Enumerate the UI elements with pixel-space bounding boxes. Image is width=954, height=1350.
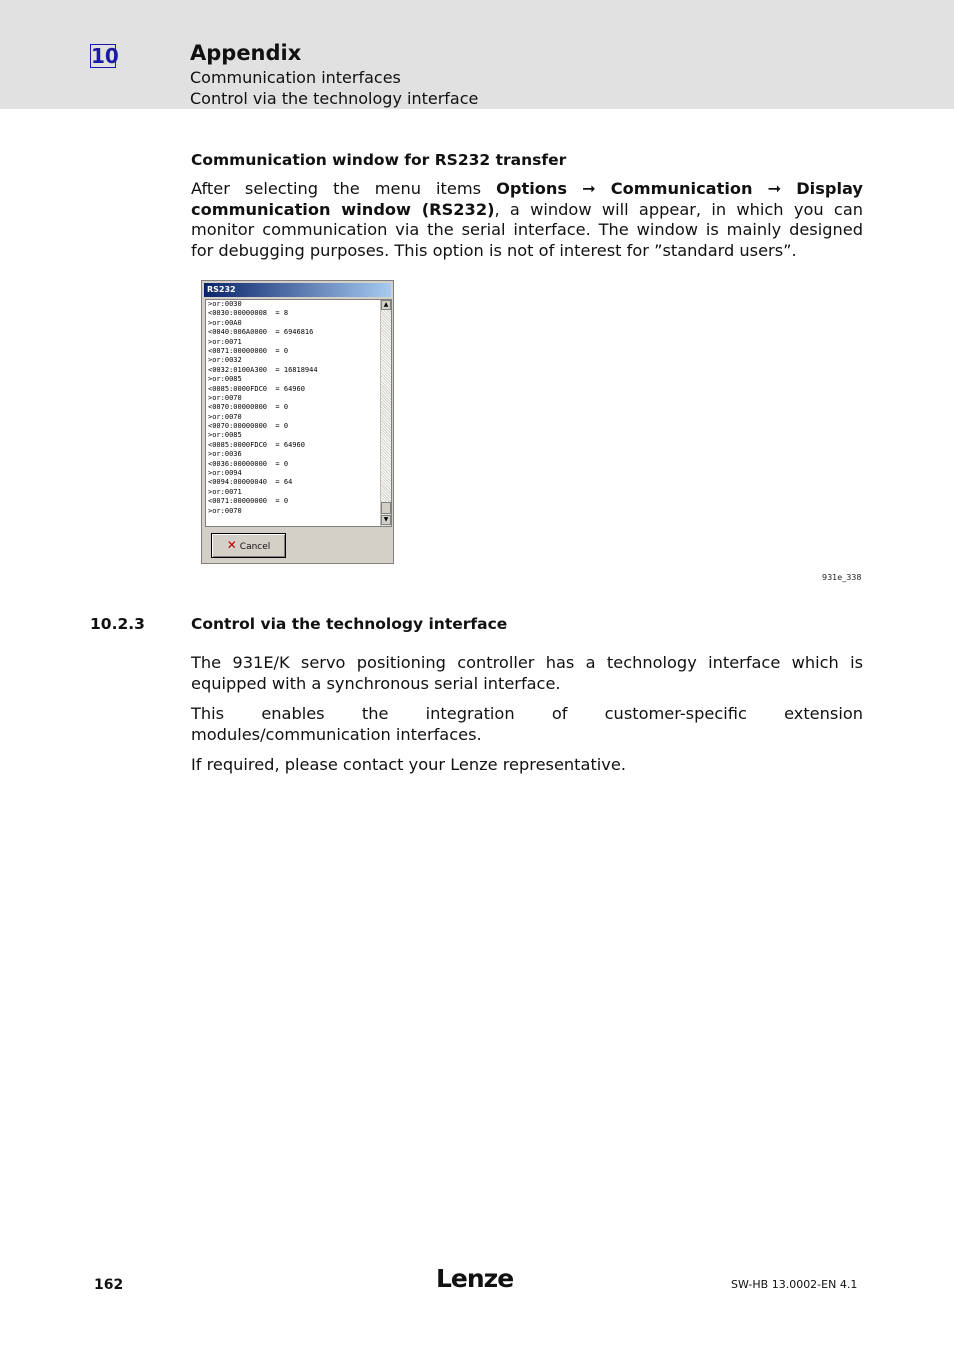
log-line: <0070:00000000 = 0: [208, 403, 289, 412]
rest-text: , a window will appear, in which you can monitor communication via the serial interface. The window is mainly designed for debugging purposes. This option is not of interest for ”standard users”.: [191, 199, 863, 261]
log-line: >or:0094: [208, 469, 242, 478]
log-line: <0085:0000FDC0 = 64960: [208, 384, 305, 393]
cancel-x-icon: ✕: [226, 538, 237, 552]
menu-options: Options: [496, 179, 568, 198]
figure-id: 931e_338: [822, 573, 862, 582]
menu-display-window: Display communication window (RS232): [191, 179, 863, 219]
log-line: <0040:006A0000 = 6946816: [208, 328, 314, 337]
log-line: >or:0070: [208, 393, 242, 402]
page-number: 162: [94, 1277, 124, 1293]
rs232-window: [201, 280, 394, 564]
page-header: [0, 0, 954, 109]
scroll-thumb[interactable]: [381, 502, 391, 514]
log-line: >or:0032: [208, 356, 242, 365]
rs232-log-list[interactable]: [205, 299, 392, 527]
log-line: <0070:00000000 = 0: [208, 422, 289, 431]
log-line: <0071:00000000 = 0: [208, 497, 289, 506]
log-line: >or:0036: [208, 450, 242, 459]
log-line: <0030:00000008 = 8: [208, 309, 289, 318]
intro-text: After selecting the menu items: [191, 179, 497, 198]
log-line: >or:0071: [208, 337, 242, 346]
chapter-title: Appendix: [190, 41, 302, 65]
paragraph-tech-3: If required, please contact your Lenze representative.: [191, 755, 626, 774]
document-id: SW-HB 13.0002-EN 4.1: [731, 1278, 858, 1291]
rs232-log-lines: [208, 300, 378, 516]
log-line: <0036:00000000 = 0: [208, 459, 289, 468]
log-line: <0032:0100A300 = 16818944: [208, 365, 318, 374]
paragraph-rs232-intro: [191, 179, 863, 262]
paragraph-tech-2: This enables the integration of customer-specific extension modules/communication interfaces.: [191, 704, 863, 744]
log-line: >or:0085: [208, 375, 242, 384]
menu-communication: Communication: [610, 179, 753, 198]
section-heading-rs232: Communication window for RS232 transfer: [191, 151, 567, 169]
log-line: >or:0070: [208, 506, 242, 515]
log-line: >or:0085: [208, 431, 242, 440]
log-line: >or:00A0: [208, 318, 242, 327]
log-line: <0085:0000FDC0 = 64960: [208, 440, 305, 449]
section-number: 10.2.3: [90, 615, 145, 633]
menu-arrow-icon: ➞: [767, 179, 782, 198]
chapter-number[interactable]: 10: [91, 44, 119, 68]
log-line: <0071:00000000 = 0: [208, 346, 289, 355]
cancel-button[interactable]: [211, 533, 286, 558]
rs232-window-title: RS232: [204, 283, 391, 297]
scroll-up-icon[interactable]: ▲: [381, 300, 391, 310]
section-heading-tech: Control via the technology interface: [191, 615, 508, 633]
log-line: >or:0070: [208, 412, 242, 421]
header-subtitle-2: Control via the technology interface: [190, 89, 479, 108]
log-line: >or:0071: [208, 487, 242, 496]
paragraph-tech-1: The 931E/K servo positioning controller has a technology interface which is equipped with a synchronous serial interface.: [191, 653, 863, 693]
cancel-label: Cancel: [239, 542, 271, 552]
header-subtitle-1: Communication interfaces: [190, 68, 401, 87]
scrollbar[interactable]: [380, 300, 391, 526]
menu-arrow-icon: ➞: [582, 179, 596, 198]
log-line: <0094:00000040 = 64: [208, 478, 293, 487]
log-line: >or:0030: [208, 300, 242, 308]
scroll-down-icon[interactable]: ▼: [381, 515, 391, 525]
lenze-logo: Lenze: [436, 1264, 514, 1293]
